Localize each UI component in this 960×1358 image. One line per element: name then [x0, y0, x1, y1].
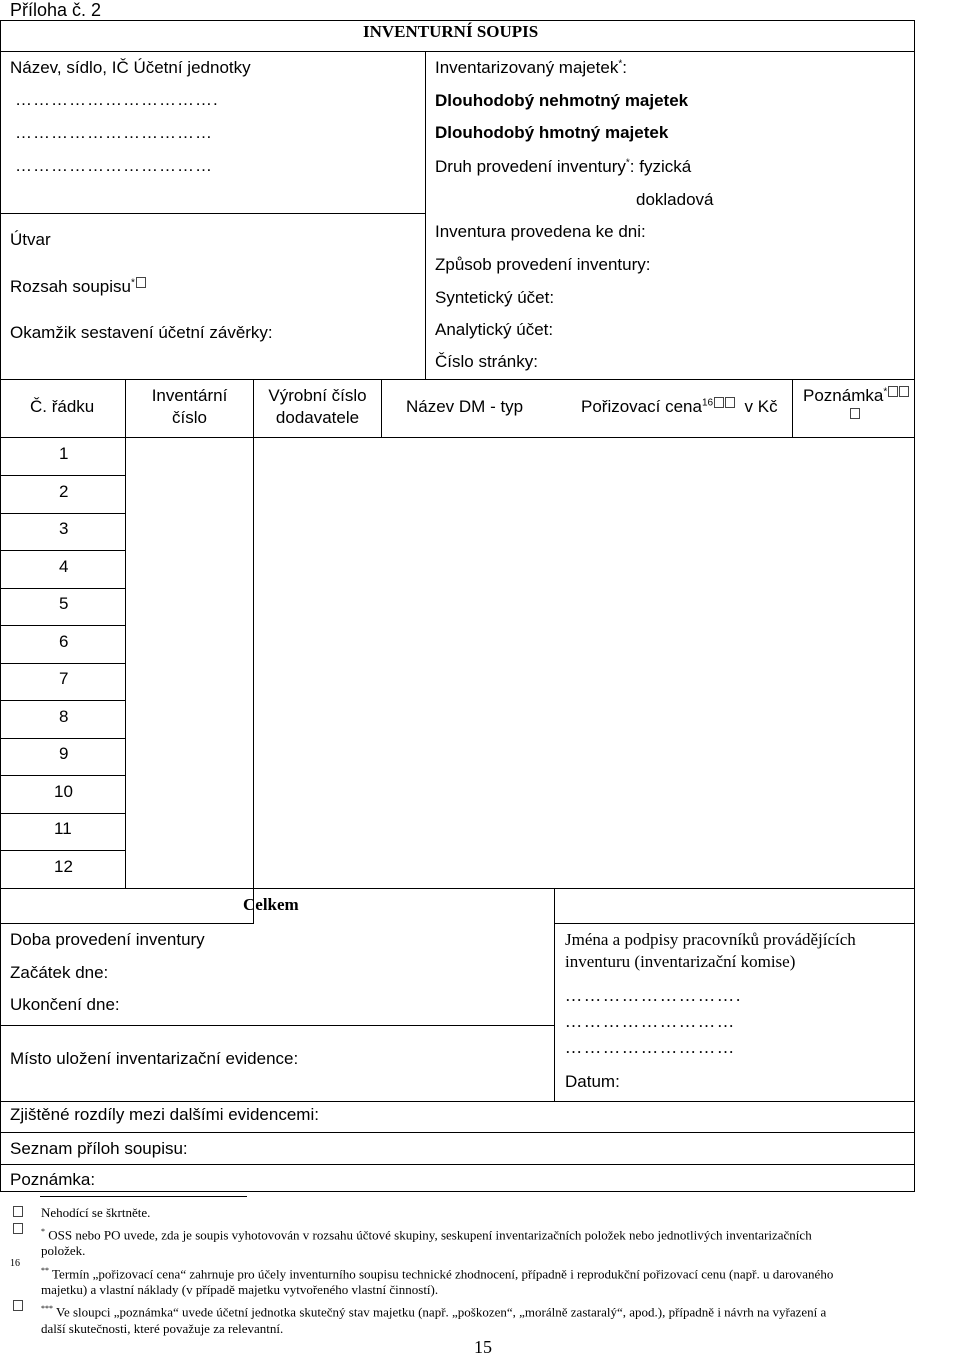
row-divider	[0, 850, 126, 851]
total-label: Celkem	[243, 895, 299, 914]
page-no-label: Číslo stránky:	[435, 352, 538, 371]
row-divider	[0, 663, 126, 664]
duration-label: Doba provedení inventury	[10, 930, 205, 949]
row-divider	[0, 550, 126, 551]
footnote-3: ** Termín „pořizovací cena“ zahrnuje pro účely inventurního soupisu technické zhodnocení, případně i reprodukční pořizovací cenu (např. u darovaného	[41, 1266, 834, 1282]
divider	[0, 437, 915, 438]
entity-label: Název, sídlo, IČ Účetní jednotky	[10, 58, 251, 77]
analytic-label: Analytický účet:	[435, 320, 554, 339]
row-divider	[0, 475, 126, 476]
header-row-no: Č. řádku	[30, 397, 95, 416]
date-label: Inventura provedena ke dni:	[435, 222, 646, 241]
divider	[0, 20, 915, 21]
divider	[0, 1025, 555, 1026]
unit-label: Útvar	[10, 230, 51, 249]
header-cost: Pořizovací cena$^{16}$ v Kč	[581, 397, 778, 416]
page-title: INVENTURNÍ SOUPIS	[363, 22, 539, 41]
footnote-1: Nehodící se škrtněte.	[41, 1205, 151, 1220]
footnote-separator	[40, 1196, 247, 1197]
tangible-option: Dlouhodobý hmotný majetek	[435, 123, 669, 142]
location-label: Místo uložení inventarizační evidence:	[10, 1049, 299, 1068]
differences-label: Zjištěné rozdíly mezi dalšími evidencemi:	[10, 1105, 319, 1124]
row-number: 10	[54, 782, 73, 801]
signature-line: ……………………….	[565, 986, 743, 1005]
row-divider	[0, 738, 126, 739]
divider	[0, 1164, 915, 1165]
divider	[425, 51, 426, 380]
divider	[381, 379, 382, 438]
divider	[0, 20, 1, 1192]
signature-line: ………………………	[565, 1038, 736, 1057]
row-number: 3	[59, 519, 69, 538]
dots-line: …………………………….	[15, 90, 219, 109]
row-divider	[0, 513, 126, 514]
footnote-3-cont: majetku) a vlastní náklady (v případě majetku vytvořeného vlastní činností).	[41, 1282, 439, 1297]
divider	[0, 888, 915, 889]
footnote-marker-box	[12, 1223, 23, 1241]
dots-line: ……………………………	[15, 156, 213, 175]
row-number: 9	[59, 744, 69, 763]
asset-label: Inventarizovaný majetek*:	[435, 58, 627, 77]
row-divider	[0, 625, 126, 626]
documentary-option: dokladová	[636, 190, 714, 209]
divider	[0, 923, 254, 924]
header-note: Poznámka*	[803, 386, 909, 406]
header-serial-2: dodavatele	[275, 408, 360, 427]
synthetic-label: Syntetický účet:	[435, 288, 555, 307]
row-number: 5	[59, 594, 69, 613]
footnote-marker-box	[12, 1206, 23, 1224]
divider	[253, 379, 254, 924]
commission-label-1: Jména a podpisy pracovníků provádějících	[565, 930, 856, 949]
kind-label: Druh provedení inventury*: fyzická	[435, 157, 692, 176]
row-divider	[0, 588, 126, 589]
end-label: Ukončení dne:	[10, 995, 120, 1014]
footnote-2-cont: položek.	[41, 1243, 86, 1258]
method-label: Způsob provedení inventury:	[435, 255, 651, 274]
divider	[554, 888, 555, 1102]
intangible-option: Dlouhodobý nehmotný majetek	[435, 91, 689, 110]
header-name: Název DM - typ	[406, 397, 524, 416]
row-number: 7	[59, 669, 69, 688]
note-label: Poznámka:	[10, 1170, 96, 1189]
header-inv-no-2: číslo	[172, 408, 207, 427]
footnote-4: *** Ve sloupci „poznámka“ uvede účetní jednotka skutečný stav majetku (např. „poškozen“, „morálně zastaralý“, apod.), případně i návrh na vyřazení a	[41, 1304, 827, 1320]
row-number: 8	[59, 707, 69, 726]
row-number: 1	[59, 444, 69, 463]
row-number: 6	[59, 632, 69, 651]
row-divider	[0, 775, 126, 776]
divider	[0, 213, 426, 214]
attachments-label: Seznam příloh soupisu:	[10, 1139, 188, 1158]
start-label: Začátek dne:	[10, 963, 109, 982]
row-number: 4	[59, 557, 69, 576]
divider	[0, 1101, 915, 1102]
attachment-label: Příloha č. 2	[10, 0, 102, 20]
divider	[0, 1132, 915, 1133]
divider	[792, 379, 793, 438]
divider	[0, 51, 915, 52]
footnote-box	[849, 408, 860, 426]
scope-label: Rozsah soupisu*	[10, 277, 146, 297]
header-serial-1: Výrobní číslo	[268, 386, 367, 405]
footnote-4-cont: další skutečnosti, které považuje za relevantní.	[41, 1321, 284, 1336]
footnote-mark-16: 16	[10, 1258, 20, 1269]
footnote-2: * OSS nebo PO uvede, zda je soupis vyhotovován v rozsahu účtové skupiny, seskupení inventarizačních položek nebo jednotlivých inventarizačních	[41, 1227, 812, 1243]
row-number: 2	[59, 482, 69, 501]
row-divider	[0, 700, 126, 701]
row-divider	[0, 813, 126, 814]
header-inv-no-1: Inventární	[151, 386, 228, 405]
divider	[914, 20, 915, 1192]
divider	[0, 379, 915, 380]
moment-label: Okamžik sestavení účetní závěrky:	[10, 323, 273, 342]
datum-label: Datum:	[565, 1072, 620, 1091]
signature-line: ………………………	[565, 1012, 736, 1031]
row-number: 12	[54, 857, 73, 876]
row-number: 11	[54, 819, 72, 838]
dots-line: ……………………………	[15, 123, 213, 142]
divider	[554, 923, 915, 924]
divider	[0, 1191, 915, 1192]
commission-label-2: inventuru (inventarizační komise)	[565, 952, 796, 971]
footnote-marker-box	[12, 1300, 23, 1318]
page-number: 15	[474, 1337, 492, 1357]
